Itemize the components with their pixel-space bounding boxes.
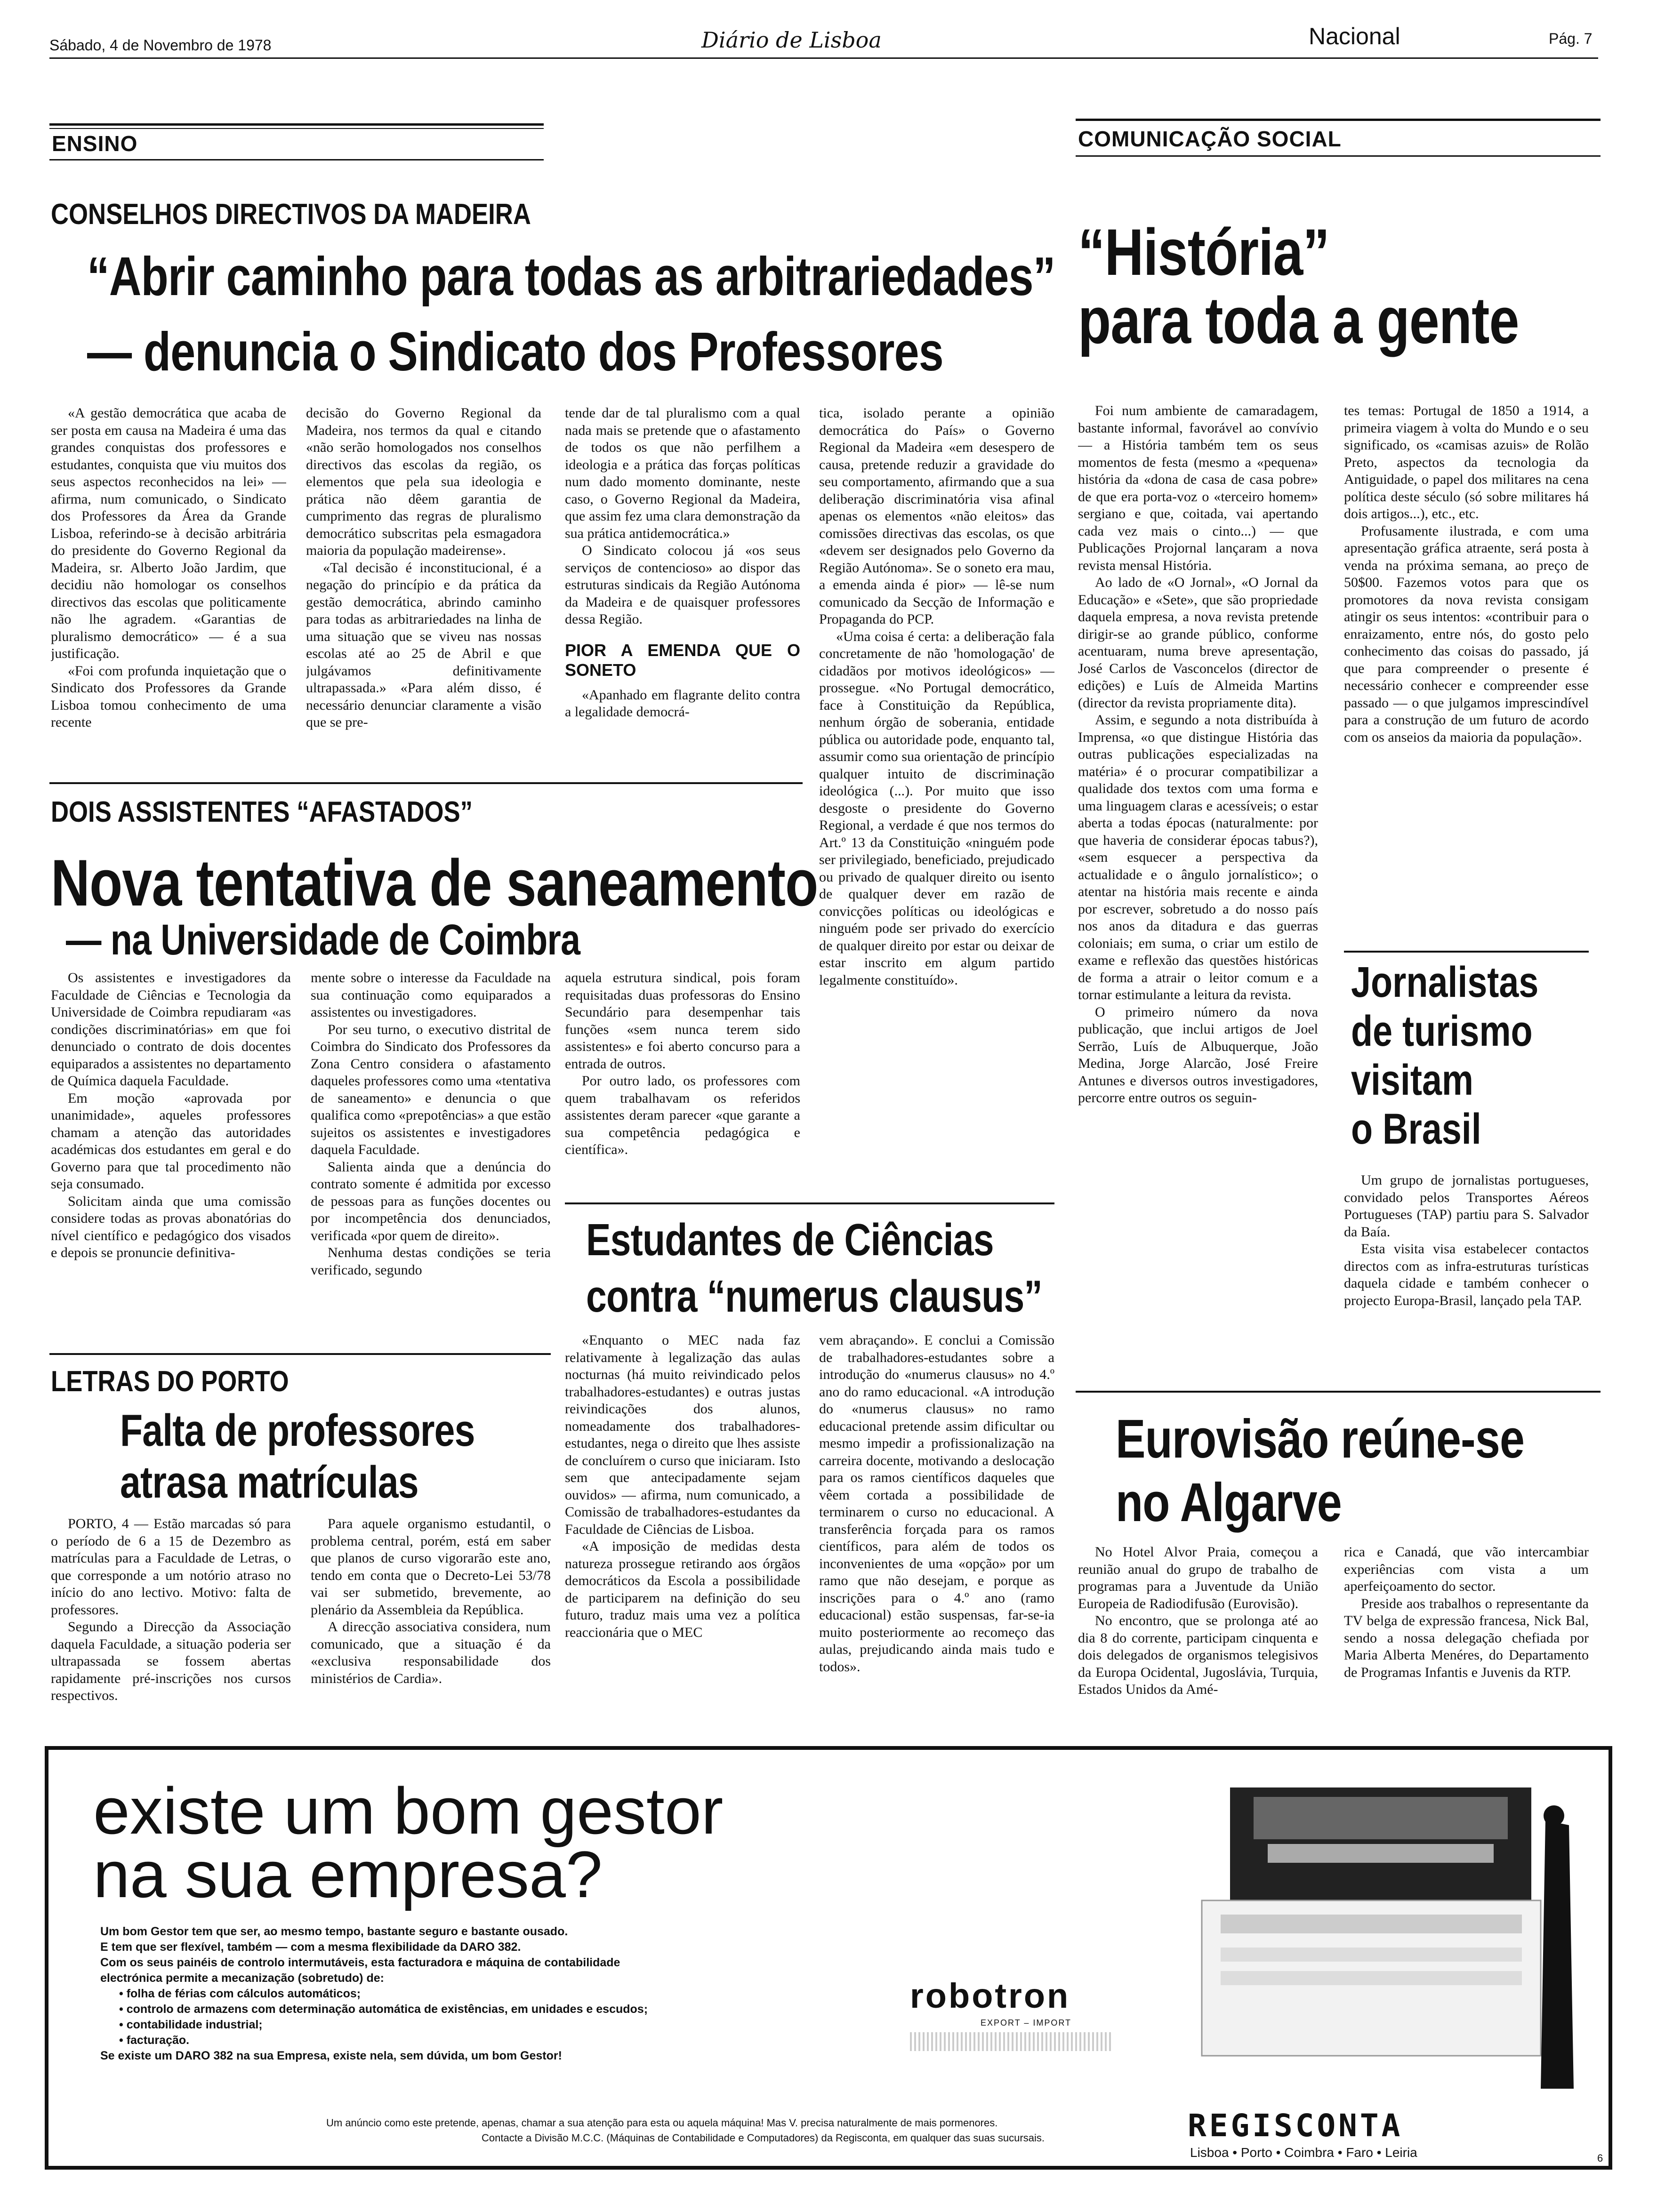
paragraph: «A gestão democrática que acaba de ser posta em causa na Madeira é uma das grandes conquistas dos professores e estudantes, conquista que viu muitos dos seus aspectos reconhecidos na lei» — afirma, num comunicado, o Sindicato dos Professores da Área da Grande Lisboa, referindo-se à decisão arbitrária do presidente do Governo Regional da Madeira, sr. Alberto João Jardim, que decidiu não homologar os conselhos directivos das escolas que politicamente não lhe agradem. «Garantias de pluralismo democrático» — é a sua justificação. [51, 405, 286, 661]
paragraph: Esta visita visa estabelecer contactos directos com as infra-estruturas turísticas daquela cidade e também conhecer o projecto Europa-Brasil, lançado pela TAP. [1344, 1241, 1589, 1308]
eurovisao-column-2 [1344, 1544, 1589, 1737]
jornalistas-rule [1344, 951, 1589, 953]
paragraph: Foi num ambiente de camaradagem, bastante informal, favorável ao convívio — a História também tem os seus momentos de festa (mesmo a «pequena» história da «dona de casa de casa pobre» de que era porta-voz o «terceiro homem» sergiano e que, coitada, vai apertando cada vez mais o cinto...) — que Publicações Projornal lançaram a nova revista mensal História. [1078, 403, 1318, 573]
ad-closing: Se existe um DARO 382 na sua Empresa, existe nela, sem dúvida, um bom Gestor! [100, 2049, 562, 2062]
ensino-headline-1: “Abrir caminho para todas as arbitrariedades” [87, 246, 1055, 307]
ensino-subheading: PIOR A EMENDA QUE O SONETO [565, 640, 800, 680]
ad-corner-mark: 6 [1597, 2152, 1603, 2164]
jornalistas-column [1344, 1172, 1589, 1388]
paragraph: No encontro, que se prolonga até ao dia 8 do corrente, participam cinquenta e dois delegados de organismos telegisivos da Europa Ocidental, Jugoslávia, Turquia, Estados Unidos da Amé- [1078, 1613, 1318, 1697]
paragraph: Por outro lado, os professores com quem trabalhavam os referidos assistentes deram parecer «que garante a sua competência pedagógica e científica». [565, 1073, 800, 1157]
ciencias-column-2 [819, 1332, 1054, 1741]
masthead: Diário de Lisboa [701, 27, 882, 53]
ciencias-headline-1: Estudantes de Ciências [586, 1215, 994, 1265]
comunicacao-rule [1076, 119, 1601, 121]
paragraph: «Foi com profunda inquietação que o Sindicato dos Professores da Grande Lisboa tomou conhecimento de uma recente [51, 663, 286, 730]
porto-headline-2: atrasa matrículas [120, 1457, 418, 1507]
porto-rule [49, 1353, 551, 1355]
paragraph: Segundo a Direcção da Associação daquela Faculdade, a situação poderia ser ultrapassada se fossem abertas rapidamente pré-inscrições nos cursos respectivos. [51, 1619, 291, 1703]
paragraph: Solicitam ainda que uma comissão considere todas as provas abonatórias do nível científico e pedagógico dos visados e depois se pronuncie definitiva- [51, 1193, 291, 1260]
porto-kicker: LETRAS DO PORTO [51, 1365, 289, 1398]
paragraph: vem abraçando». E conclui a Comissão de trabalhadores-estudantes sobre a introdução do «numerus clausus» no 4.º ano do ramo educacional. «A introdução do «numerus clausus» no ramo educacional pretende assim dificultar ou mesmo impedir a profissionalização na carreira docente, motivando a deslocação para os ramos científicos daqueles que vêem cortada a possibilidade de terminarem o curso no educacional. A transferência forçada para os ramos científicos, para além de todos os inconvenientes de uma «opção» por um ramo que não desejam, e porque as inscrições para o 4.º ano (ramo educacional) estão suspensas, far-se-ia muito posteriormente ao recomeço das aulas, prejudicando ainda mais tudo e todos». [819, 1332, 1054, 1675]
porto-column-1 [51, 1515, 291, 1732]
eurovisao-column-1 [1078, 1544, 1318, 1737]
ciencias-column-1 [565, 1332, 800, 1741]
porto-column-2 [311, 1515, 551, 1732]
jornalistas-headline [1351, 958, 1538, 1154]
comunicacao-headline-2: para toda a gente [1078, 283, 1519, 357]
ensino-headline-2: — denuncia o Sindicato dos Professores [87, 321, 943, 382]
paragraph: Assim, e segundo a nota distribuída à Imprensa, «o que distingue História das outras publicações especializadas na matéria» é o procurar compatibilizar a qualidade dos textos com uma forma e uma linguagem claras e acessíveis; o estar aberta a todas épocas (naturalmente: por que haveria de considerar épocas tabus?), «sem esquecer a perspectiva da actualidade e o ângulo jornalístico»; o atentar na história mais recente e ainda por escrever, sobretudo a do nosso país nos anos da ditadura e das guerras coloniais; em suma, o criar um estilo de exame e reflexão das questões históricas de forma a atrair o leitor comum e a tornar estimulante a leitura da revista. [1078, 712, 1318, 1002]
accounting-machine-photo [1174, 1759, 1578, 2098]
headline-line: o Brasil [1351, 1105, 1481, 1153]
paragraph: aquela estrutura sindical, pois foram requisitadas duas professoras do Ensino Secundário para desempenhar tais funções «sem nunca terem sido assistentes» e foi aberto concurso para a entrada de outros. [565, 970, 800, 1072]
paragraph: Um grupo de jornalistas portugueses, convidado pelos Transportes Aéreos Portugueses (TAP) partiu para S. Salvador da Baía. [1344, 1172, 1589, 1240]
coimbra-headline-2: — na Universidade de Coimbra [66, 916, 580, 964]
eurovisao-rule [1076, 1391, 1601, 1393]
ad-bullet: • facturação. [119, 2034, 190, 2047]
ensino-column-1 [51, 405, 286, 772]
paragraph: mente sobre o interesse da Faculdade na sua continuação como equiparados a assistentes ou investigadores. [311, 970, 551, 1020]
paragraph: rica e Canadá, que vão intercambiar experiências com vista a um aperfeiçoamento do sector. [1344, 1544, 1589, 1594]
paragraph: «Tal decisão é inconstitucional, é a negação do princípio e da prática da gestão democrática, abrindo caminho para todas as arbitrariedades na linha de uma situação que se viveu nas nossas escolas até ao 25 de Abril e que julgávamos definitivamente ultrapassada.» «Para além disso, é necessário denunciar claramente a visão que se pre- [306, 560, 541, 730]
coimbra-headline-1: Nova tentativa de saneamento [51, 846, 818, 920]
ad-headline-2: na sua empresa? [93, 1837, 603, 1911]
ad-bullet-text: contabilidade industrial; [126, 2018, 263, 2031]
ad-headline-1: existe um bom gestor [93, 1774, 724, 1848]
paragraph: Nenhuma destas condições se teria verificado, segundo [311, 1245, 551, 1278]
paragraph: Por seu turno, o executivo distrital de Coimbra do Sindicato dos Professores da Zona Centro considera o afastamento daqueles professores como uma «tentativa de saneamento» e denuncia o que qualifica como «prepotências» a que estão sujeitos os assistentes e investigadores daquela Faculdade. [311, 1021, 551, 1157]
robotron-fineprint [910, 2032, 1112, 2051]
ad-bullet: • controlo de armazens com determinação automática de existências, em unidades e escudos; [119, 2003, 648, 2016]
section-name: Nacional [1309, 23, 1400, 49]
paragraph: Para aquele organismo estudantil, o problema central, porém, está em saber que planos de curso vigorarão este ano, tendo em conta que o Decreto-Lei 53/78 vai ser submetido, brevemente, ao plenário da Assembleia da República. [311, 1516, 551, 1618]
headline-line: de turismo [1351, 1007, 1533, 1055]
ad-bullets [100, 1986, 995, 2048]
paragraph: O primeiro número da nova publicação, que inclui artigos de Joel Serrão, Luís de Albuquerque, João Medina, Jorge Alarcão, José Freire Antunes e diversos outros investigadores, percorre entre outros os seguin- [1078, 1004, 1318, 1106]
ad-line: Um bom Gestor tem que ser, ao mesmo tempo, bastante seguro e bastante ousado. [100, 1925, 568, 1938]
paragraph: Os assistentes e investigadores da Faculdade de Ciências e Tecnologia da Universidade de Coimbra repudiaram «as condições discriminatórias» em que foi denunciado o contrato de dois docentes equiparados a assistentes no departamento de Química daquela Faculdade. [51, 970, 291, 1089]
ensino-under-rule [49, 159, 544, 160]
ad-line: electrónica permite a mecanização (sobretudo) de: [100, 1972, 384, 1985]
ad-bullet-text: folha de férias com cálculos automáticos; [126, 1987, 361, 2000]
paragraph: O Sindicato colocou já «os seus serviços de contencioso» ao dispor das estruturas sindicais da Região Autónoma da Madeira e de quaisquer professores dessa Região. [565, 543, 800, 627]
ensino-column-4 [819, 405, 1054, 1219]
ad-footnote-1: Um anúncio como este pretende, apenas, chamar a sua atenção para esta ou aquela máquina! Mas V. precisa naturalmente de mais pormenores. [326, 2117, 998, 2129]
ensino-rule [49, 123, 544, 126]
paragraph: tica, isolado perante a opinião democrática do País» o Governo Regional da Madeira «em desespero de causa, pretende reduzir a gravidade do seu comportamento, afirmando que a sua deliberação discriminatória visa afinal apenas os elementos «não eleitos» das comissões directivas das escolas, os que «devem ser designados pelo Governo da Região Autónoma». Se o soneto era mau, a emenda ainda é pior» — lê-se num comunicado da Secção de Informação e Propaganda do PCP. [819, 405, 1054, 627]
paragraph: tende dar de tal pluralismo com a qual nada mais se pretende que o afastamento de todos os que não perfilhem a ideologia e a prática das forças políticas num dado momento dominante, neste caso, o Governo Regional da Madeira, que assim fez uma clara demonstração da sua prática antidemocrática.» [565, 405, 800, 541]
comunicacao-headline-1: “História” [1078, 215, 1330, 289]
advertisement [45, 1746, 1612, 2170]
issue-date: Sábado, 4 de Novembro de 1978 [49, 37, 272, 54]
porto-headline-1: Falta de professores [120, 1405, 475, 1456]
ad-bullet: • contabilidade industrial; [119, 2018, 263, 2031]
coimbra-column-3 [565, 970, 800, 1195]
coimbra-column-1 [51, 970, 291, 1341]
ciencias-headline-2: contra “numerus clausus” [586, 1271, 1042, 1322]
eurovisao-headline-2: no Algarve [1116, 1472, 1342, 1533]
coimbra-column-2 [311, 970, 551, 1341]
ensino-column-2 [306, 405, 541, 772]
page-number: Pág. 7 [1549, 30, 1593, 47]
ad-body [100, 1924, 995, 2064]
paragraph: Em moção «aprovada por unanimidade», aqueles professores chamam a atenção das autoridades académicas dos estudantes em geral e do Governo para que tal procedimento não seja consumado. [51, 1090, 291, 1192]
ad-line: E tem que ser flexível, também — com a mesma flexibilidade da DARO 382. [100, 1940, 521, 1954]
regisconta-logo: REGISCONTA [1188, 2108, 1403, 2144]
paragraph: «Uma coisa é certa: a deliberação fala concretamente de não 'homologação' de cidadãos por motivos ideológicos» — prossegue. «No Portugal democrático, face à Constituição da República, nenhum órgão de soberania, entidade pública ou autoridade pode, enquanto tal, assumir como sua orientação de princípio qualquer intuito de discriminação ideológica (...). Por muito que isso desgoste o presidente do Governo Regional, a verdade é que nos termos do Art.º 13 da Constituição «ninguém pode ser privilegiado, beneficiado, prejudicado ou privado de qualquer direito ou isento de qualquer dever em razão de convicções políticas ou ideológicas e ninguém pode ser privado do exercício de qualquer direito por estar ou deixar de estar inscrito em algum partido legalmente constituído». [819, 628, 1054, 988]
paragraph: A direcção associativa considera, num comunicado, que a situação é da «exclusiva responsabilidade dos ministérios de Cardia». [311, 1619, 551, 1686]
paragraph: decisão do Governo Regional da Madeira, nos termos da qual e citando «não serão homologados nos conselhos directivos das escolas da região, os elementos que pela sua ideologia e prática não dêem garantia de cumprimento das regras de pluralismo democrático subscritas pela esmagadora maioria da população madeirense». [306, 405, 541, 558]
paragraph: Preside aos trabalhos o representante da TV belga de expressão francesa, Nick Bal, sendo a nossa delegação chefiada por Maria Alberta Menéres, do Departamento de Programas Infantis e Juvenis da RTP. [1344, 1595, 1589, 1680]
paragraph: tes temas: Portugal de 1850 a 1914, a primeira viagem à volta do Mundo e o seu significado, os «camisas azuis» de Rolão Preto, aspectos da tecnologia da Antiguidade, o papel dos militares na cena política deste século (só sobre militares há dois artigos...), etc., etc. [1344, 403, 1589, 521]
robotron-logo: robotron [910, 1976, 1070, 2015]
paragraph: «A imposição de medidas desta natureza prossegue retirando aos órgãos democráticos da Escola a possibilidade de participarem na definição do seu futuro, traduz mais uma vez a política reaccionária que o MEC [565, 1539, 800, 1640]
ciencias-rule [565, 1202, 1054, 1204]
ad-bullet: • folha de férias com cálculos automáticos; [119, 1987, 361, 2000]
section-label-comunicacao: COMUNICAÇÃO SOCIAL [1078, 127, 1342, 151]
paragraph: «Apanhado em flagrante delito contra a legalidade democrá- [565, 687, 800, 720]
eurovisao-headline-1: Eurovisão reúne-se [1116, 1408, 1525, 1469]
ensino-column-3 [565, 405, 800, 772]
comunicacao-column-2 [1344, 402, 1589, 958]
ad-bullet-text: controlo de armazens com determinação automática de existências, em unidades e escudos; [126, 2003, 648, 2016]
comunicacao-column-1 [1078, 402, 1318, 1377]
paragraph: No Hotel Alvor Praia, começou a reunião anual do grupo de trabalho de programas para a Juventude da União Europeia de Radiodifusão (Eurovisão). [1078, 1544, 1318, 1611]
paragraph: PORTO, 4 — Estão marcadas só para o período de 6 a 15 de Dezembro as matrículas para a Faculdade de Letras, o que corresponde a um notório atraso no início do ano lectivo. Motivo: falta de professores. [51, 1516, 291, 1618]
comunicacao-under-rule [1076, 155, 1601, 157]
header-rule [49, 57, 1598, 59]
ensino-rule-thin [49, 128, 544, 129]
ad-bullet-text: facturação. [126, 2034, 190, 2047]
coimbra-rule [49, 782, 803, 784]
section-label-ensino: ENSINO [52, 131, 138, 156]
paragraph: Salienta ainda que a denúncia do contrato somente é admitida por excesso de pessoas para as funções docentes ou por incompetência dos denunciados, verificada «por quem de direito». [311, 1159, 551, 1243]
paragraph: «Enquanto o MEC nada faz relativamente à legalização das aulas nocturnas (há muito reivindicado pelos trabalhadores-estudantes) e outras justas reivindicações dos alunos, nomeadamente dos trabalhadores-estudantes, nega o direito que lhes assiste de concluírem o curso que iniciaram. Isto sem que antecipadamente sejam ouvidos» — afirma, num comunicado, a Comissão de trabalhadores-estudantes da Faculdade de Ciências de Lisboa. [565, 1332, 800, 1537]
ensino-kicker: CONSELHOS DIRECTIVOS DA MADEIRA [51, 198, 531, 231]
regisconta-cities: Lisboa • Porto • Coimbra • Faro • Leiria [1190, 2145, 1417, 2160]
headline-line: Jornalistas [1351, 958, 1539, 1006]
paragraph: Ao lado de «O Jornal», «O Jornal da Educação» e «Sete», que são propriedade daquela empresa, a nova revista pretende dirigir-se ao grande público, conforme acentuaram, numa breve apresentação, José Carlos de Vasconcelos (director de edições) e Luís de Almeida Martins (director da revista propriamente dita). [1078, 575, 1318, 711]
coimbra-kicker: DOIS ASSISTENTES “AFASTADOS” [51, 796, 473, 828]
ad-line: Com os seus painéis de controlo intermutáveis, esta facturadora e máquina de contabilidade [100, 1956, 620, 1969]
headline-line: visitam [1351, 1056, 1473, 1104]
ad-footnote-2: Contacte a Divisão M.C.C. (Máquinas de Contabilidade e Computadores) da Regisconta, em qualquer das suas sucursais. [482, 2132, 1045, 2144]
paragraph: Profusamente ilustrada, e com uma apresentação gráfica atraente, será posta à venda na próxima semana, ao preço de 50$00. Fazemos votos para que os promotores da nova revista consigam atingir os seus intentos: «contribuir para o enraizamento, entre nós, do gosto pelo conhecimento das coisas do passado, já que para compreender o presente é necessário conhecer e compreender esse passado — o que julgamos imprescindível para a construção de um futuro de acordo com os anseios da maioria da população». [1344, 523, 1589, 745]
robotron-tagline: EXPORT – IMPORT [981, 2018, 1072, 2028]
